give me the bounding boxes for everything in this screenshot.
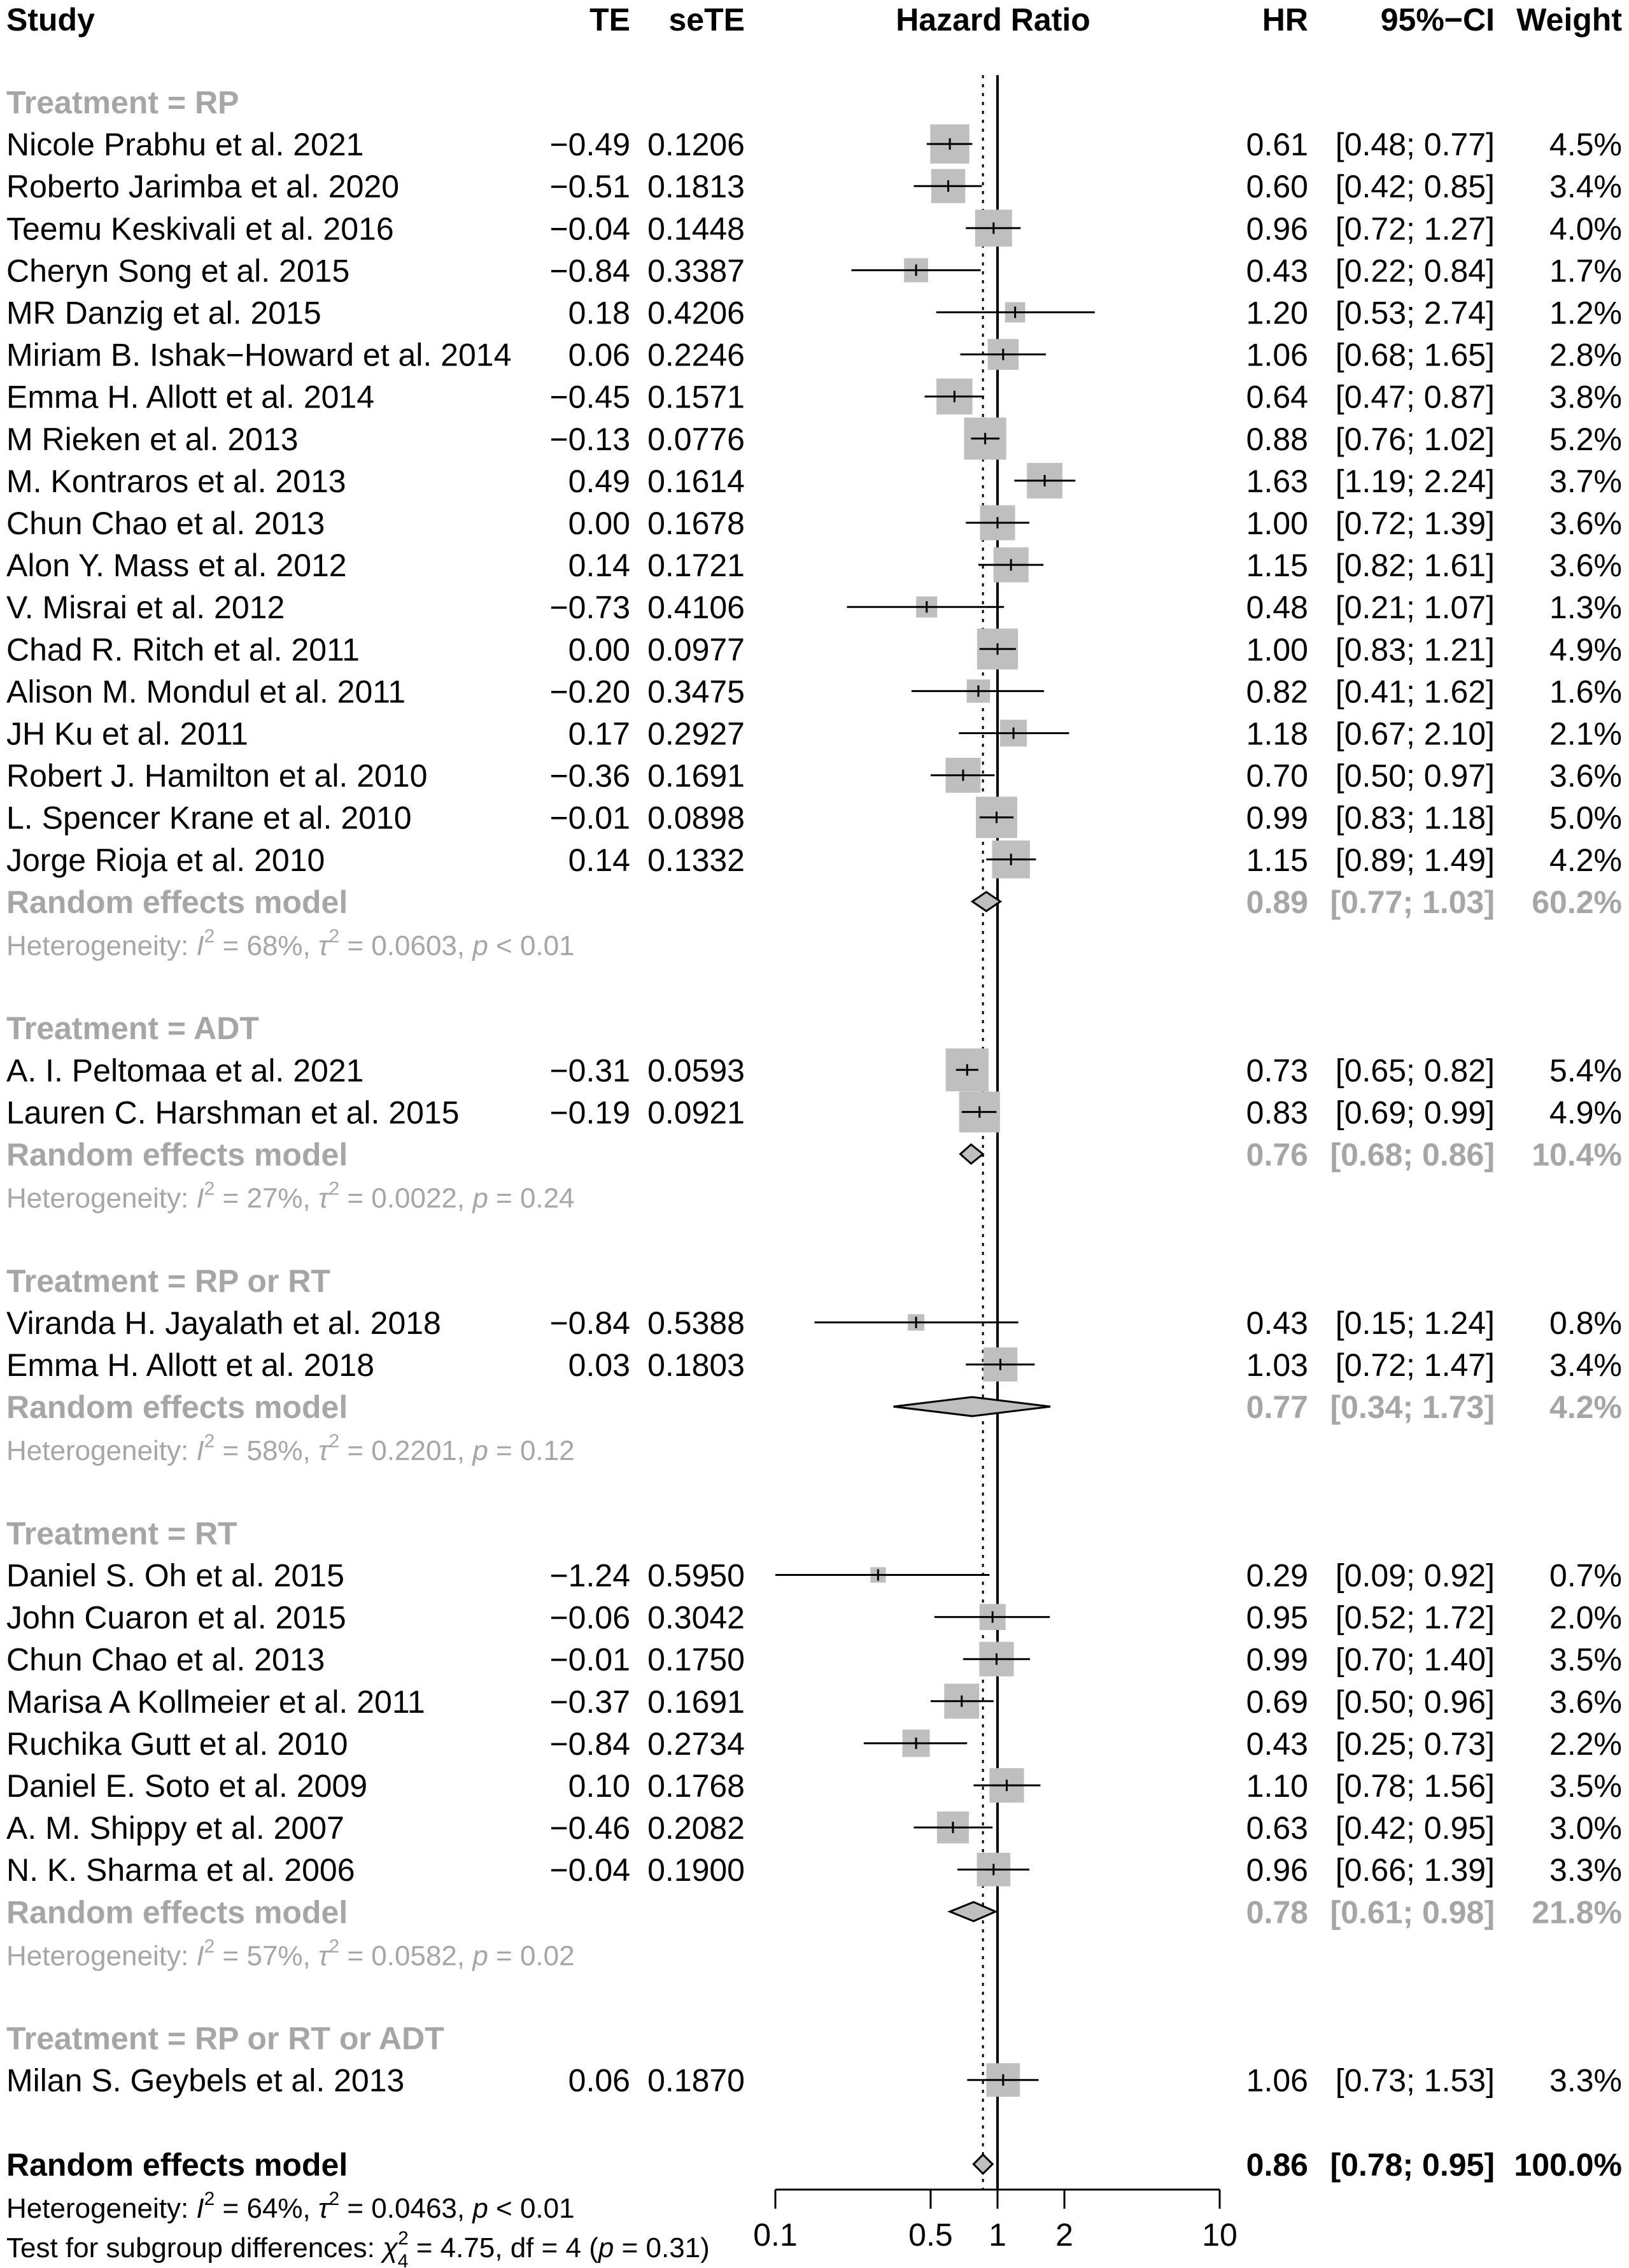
- hr-value: 0.88: [1246, 421, 1308, 457]
- study-label: M Rieken et al. 2013: [6, 421, 299, 457]
- header-hr: HR: [1262, 2, 1308, 38]
- weight-value: 4.9%: [1549, 1095, 1622, 1131]
- hr-value: 1.18: [1246, 716, 1308, 752]
- study-label: V. Misrai et al. 2012: [6, 590, 285, 626]
- weight-value: 3.7%: [1549, 463, 1622, 499]
- te-value: −0.20: [549, 674, 630, 710]
- subgroup-heterogeneity-part: = 0.0603,: [339, 930, 473, 961]
- te-value: 0.00: [568, 506, 630, 541]
- overall-weight-value: 100.0%: [1514, 2146, 1622, 2183]
- header-study: Study: [6, 2, 95, 38]
- study-label: Roberto Jarimba et al. 2020: [6, 169, 400, 205]
- subgroup-ci-value: [0.61; 0.98]: [1330, 1894, 1495, 1931]
- te-value: −0.04: [549, 1852, 630, 1889]
- study-label: Chun Chao et al. 2013: [6, 1641, 325, 1678]
- weight-value: 2.8%: [1549, 337, 1622, 373]
- hr-value: 1.00: [1246, 632, 1308, 668]
- ci-value: [0.25; 0.73]: [1335, 1726, 1495, 1762]
- header-weight: Weight: [1516, 2, 1622, 38]
- subgroup-header: Treatment = RP or RT or ADT: [6, 2020, 444, 2057]
- te-value: 0.06: [568, 2062, 630, 2099]
- sete-value: 0.4106: [647, 590, 745, 626]
- overall-summary-diamond: [973, 2155, 992, 2174]
- overall-heterogeneity-part: 2: [328, 2188, 340, 2209]
- weight-value: 1.6%: [1549, 674, 1622, 710]
- subgroup-heterogeneity-part: = 0.2201,: [339, 1435, 473, 1467]
- study-label: John Cuaron et al. 2015: [6, 1599, 346, 1636]
- hr-value: 0.70: [1246, 758, 1308, 794]
- x-axis-tick-label: 2: [1055, 2216, 1073, 2253]
- weight-value: 3.6%: [1549, 506, 1622, 541]
- subgroup-heterogeneity: [6, 1179, 575, 1214]
- te-value: −0.19: [549, 1095, 630, 1131]
- weight-value: 5.4%: [1549, 1052, 1622, 1089]
- weight-value: 3.5%: [1549, 1768, 1622, 1804]
- hr-value: 1.20: [1246, 295, 1308, 331]
- subgroup-weight-value: 4.2%: [1549, 1389, 1622, 1426]
- sete-value: 0.1332: [647, 842, 745, 878]
- sete-value: 0.3475: [647, 674, 745, 710]
- subgroup-heterogeneity-part: = 27%,: [215, 1182, 318, 1214]
- subgroup-hr-value: 0.77: [1246, 1389, 1308, 1426]
- study-label: N. K. Sharma et al. 2006: [6, 1852, 355, 1889]
- sete-value: 0.1900: [647, 1852, 745, 1889]
- subgroup-heterogeneity-part: Heterogeneity:: [6, 930, 197, 961]
- subgroup-heterogeneity-part: = 58%,: [215, 1435, 318, 1467]
- subgroup-summary-diamond: [893, 1397, 1050, 1416]
- study-label: Robert J. Hamilton et al. 2010: [6, 758, 428, 794]
- subgroup-difference-test: [6, 2228, 710, 2268]
- subgroup-heterogeneity-part: Heterogeneity:: [6, 1435, 197, 1467]
- subgroup-heterogeneity-part: 2: [328, 1936, 340, 1957]
- subgroup-hr-value: 0.89: [1246, 884, 1308, 920]
- weight-value: 1.3%: [1549, 590, 1622, 626]
- weight-value: 3.4%: [1549, 169, 1622, 205]
- subgroup-difference-test-part: = 4.75, df = 4 (: [408, 2232, 598, 2264]
- sete-value: 0.0776: [647, 421, 745, 457]
- sete-value: 0.0921: [647, 1095, 745, 1131]
- x-axis: [753, 2190, 1238, 2253]
- hr-value: 0.43: [1246, 1726, 1308, 1762]
- sete-value: 0.0593: [647, 1052, 745, 1089]
- te-value: −0.84: [549, 1305, 630, 1341]
- subgroup-heterogeneity-part: 2: [328, 926, 340, 947]
- study-rows: [6, 85, 1622, 2268]
- study-label: Jorge Rioja et al. 2010: [6, 842, 325, 878]
- hr-value: 1.00: [1246, 506, 1308, 541]
- ci-value: [0.76; 1.02]: [1335, 421, 1495, 457]
- study-label: Viranda H. Jayalath et al. 2018: [6, 1305, 441, 1341]
- weight-value: 2.2%: [1549, 1726, 1622, 1762]
- sete-value: 0.1768: [647, 1768, 745, 1804]
- ci-value: [0.47; 0.87]: [1335, 379, 1495, 415]
- sete-value: 0.1571: [647, 379, 745, 415]
- ci-value: [0.52; 1.72]: [1335, 1599, 1495, 1636]
- te-value: −0.13: [549, 421, 630, 457]
- subgroup-heterogeneity-part: = 68%,: [215, 930, 318, 961]
- subgroup-difference-test-part: χ: [383, 2232, 398, 2264]
- study-label: Marisa A Kollmeier et al. 2011: [6, 1683, 425, 1720]
- study-label: Chad R. Ritch et al. 2011: [6, 632, 360, 668]
- weight-value: 1.2%: [1549, 295, 1622, 331]
- hr-value: 0.48: [1246, 590, 1308, 626]
- sete-value: 0.1750: [647, 1641, 745, 1678]
- subgroup-heterogeneity-part: 2: [204, 926, 215, 947]
- te-value: 0.18: [568, 295, 630, 331]
- study-label: Teemu Keskivali et al. 2016: [6, 211, 394, 247]
- hr-value: 1.63: [1246, 463, 1308, 499]
- sete-value: 0.3042: [647, 1599, 745, 1636]
- subgroup-heterogeneity: [6, 1431, 575, 1466]
- ci-value: [0.15; 1.24]: [1335, 1305, 1495, 1341]
- weight-value: 1.7%: [1549, 253, 1622, 289]
- subgroup-heterogeneity-part: Heterogeneity:: [6, 1940, 197, 1972]
- subgroup-model-label: Random effects model: [6, 884, 348, 920]
- weight-value: 0.7%: [1549, 1557, 1622, 1594]
- sete-value: 0.2082: [647, 1810, 745, 1846]
- overall-heterogeneity-part: 2: [204, 2188, 215, 2209]
- weight-value: 3.3%: [1549, 1852, 1622, 1889]
- sete-value: 0.1678: [647, 506, 745, 541]
- study-label: M. Kontraros et al. 2013: [6, 463, 346, 499]
- header-ci: 95%−CI: [1380, 2, 1495, 38]
- te-value: 0.06: [568, 337, 630, 373]
- header-hazard-ratio: Hazard Ratio: [896, 2, 1090, 38]
- subgroup-heterogeneity-part: τ: [318, 1182, 329, 1214]
- overall-model-label: Random effects model: [6, 2146, 348, 2183]
- sete-value: 0.1206: [647, 127, 745, 163]
- overall-heterogeneity-part: < 0.01: [488, 2193, 575, 2224]
- weight-value: 4.5%: [1549, 127, 1622, 163]
- ci-value: [0.09; 0.92]: [1335, 1557, 1495, 1594]
- hr-value: 0.99: [1246, 800, 1308, 836]
- subgroup-heterogeneity-part: τ: [318, 1435, 329, 1467]
- subgroup-weight-value: 21.8%: [1532, 1894, 1622, 1931]
- te-value: −0.31: [549, 1052, 630, 1089]
- sete-value: 0.5950: [647, 1557, 745, 1594]
- ci-value: [0.68; 1.65]: [1335, 337, 1495, 373]
- te-value: −0.49: [549, 127, 630, 163]
- sete-value: 0.1803: [647, 1347, 745, 1383]
- ci-value: [0.83; 1.18]: [1335, 800, 1495, 836]
- te-value: 0.14: [568, 842, 630, 878]
- overall-heterogeneity-part: p: [472, 2193, 488, 2224]
- ci-value: [0.50; 0.97]: [1335, 758, 1495, 794]
- study-label: Nicole Prabhu et al. 2021: [6, 127, 364, 163]
- te-value: 0.17: [568, 716, 630, 752]
- te-value: −0.84: [549, 253, 630, 289]
- subgroup-heterogeneity-part: < 0.01: [488, 930, 575, 961]
- subgroup-heterogeneity-part: = 0.12: [488, 1435, 575, 1467]
- study-label: JH Ku et al. 2011: [6, 716, 248, 752]
- ci-value: [0.70; 1.40]: [1335, 1641, 1495, 1678]
- x-axis-tick-label: 10: [1202, 2216, 1238, 2253]
- subgroup-hr-value: 0.76: [1246, 1137, 1308, 1173]
- ci-value: [0.65; 0.82]: [1335, 1052, 1495, 1089]
- subgroup-difference-test-part: 4: [397, 2251, 409, 2268]
- sete-value: 0.1721: [647, 548, 745, 584]
- weight-value: 3.5%: [1549, 1641, 1622, 1678]
- ci-value: [0.50; 0.96]: [1335, 1683, 1495, 1720]
- ci-value: [0.22; 0.84]: [1335, 253, 1495, 289]
- weight-value: 3.3%: [1549, 2062, 1622, 2099]
- subgroup-heterogeneity-part: = 0.0582,: [339, 1940, 473, 1972]
- ci-value: [0.42; 0.85]: [1335, 169, 1495, 205]
- sete-value: 0.1691: [647, 758, 745, 794]
- te-value: −0.73: [549, 590, 630, 626]
- subgroup-heterogeneity-part: 2: [204, 1431, 215, 1452]
- sete-value: 0.1614: [647, 463, 745, 499]
- x-axis-tick-label: 0.5: [908, 2216, 953, 2253]
- hr-value: 0.99: [1246, 1641, 1308, 1678]
- weight-value: 3.6%: [1549, 548, 1622, 584]
- ci-value: [0.83; 1.21]: [1335, 632, 1495, 668]
- subgroup-heterogeneity-part: 2: [204, 1178, 215, 1200]
- sete-value: 0.2927: [647, 716, 745, 752]
- subgroup-heterogeneity-part: τ: [318, 930, 329, 961]
- study-label: Alison M. Mondul et al. 2011: [6, 674, 406, 710]
- x-axis-tick-label: 0.1: [753, 2216, 798, 2253]
- study-label: Ruchika Gutt et al. 2010: [6, 1726, 348, 1762]
- ci-value: [0.72; 1.39]: [1335, 506, 1495, 541]
- sete-value: 0.5388: [647, 1305, 745, 1341]
- te-value: −0.01: [549, 1641, 630, 1678]
- te-value: 0.10: [568, 1768, 630, 1804]
- ci-value: [0.48; 0.77]: [1335, 127, 1495, 163]
- overall-heterogeneity-part: = 0.0463,: [339, 2193, 473, 2224]
- te-value: −0.01: [549, 800, 630, 836]
- overall-heterogeneity-part: = 64%,: [215, 2193, 318, 2224]
- sete-value: 0.3387: [647, 253, 745, 289]
- study-label: Emma H. Allott et al. 2014: [6, 379, 375, 415]
- study-label: Daniel S. Oh et al. 2015: [6, 1557, 344, 1594]
- ci-value: [0.41; 1.62]: [1335, 674, 1495, 710]
- subgroup-heterogeneity: [6, 926, 575, 961]
- te-value: −0.04: [549, 211, 630, 247]
- subgroup-summary-diamond: [961, 1145, 984, 1164]
- te-value: −0.51: [549, 169, 630, 205]
- subgroup-heterogeneity-part: = 0.02: [488, 1940, 575, 1972]
- study-label: Milan S. Geybels et al. 2013: [6, 2062, 405, 2099]
- weight-value: 4.2%: [1549, 842, 1622, 878]
- weight-value: 0.8%: [1549, 1305, 1622, 1341]
- study-label: L. Spencer Krane et al. 2010: [6, 800, 412, 836]
- subgroup-weight-value: 60.2%: [1532, 884, 1622, 920]
- te-value: 0.00: [568, 632, 630, 668]
- sete-value: 0.1691: [647, 1683, 745, 1720]
- header-te: TE: [589, 2, 630, 38]
- ci-value: [0.89; 1.49]: [1335, 842, 1495, 878]
- hr-value: 0.96: [1246, 1852, 1308, 1889]
- study-label: Alon Y. Mass et al. 2012: [6, 548, 347, 584]
- hr-value: 1.03: [1246, 1347, 1308, 1383]
- sete-value: 0.1448: [647, 211, 745, 247]
- subgroup-weight-value: 10.4%: [1532, 1137, 1622, 1173]
- overall-heterogeneity-part: I: [196, 2193, 204, 2224]
- hr-value: 0.64: [1246, 379, 1308, 415]
- hr-value: 0.82: [1246, 674, 1308, 710]
- subgroup-heterogeneity-part: 2: [328, 1431, 340, 1452]
- study-label: Cheryn Song et al. 2015: [6, 253, 350, 289]
- ci-value: [0.66; 1.39]: [1335, 1852, 1495, 1889]
- subgroup-heterogeneity-part: I: [196, 1182, 204, 1214]
- hr-value: 1.10: [1246, 1768, 1308, 1804]
- hr-value: 0.63: [1246, 1810, 1308, 1846]
- hr-value: 1.15: [1246, 842, 1308, 878]
- hr-value: 0.73: [1246, 1052, 1308, 1089]
- subgroup-difference-test-part: = 0.31): [614, 2232, 710, 2264]
- overall-ci-value: [0.78; 0.95]: [1330, 2146, 1495, 2183]
- subgroup-heterogeneity-part: = 0.0022,: [339, 1182, 473, 1214]
- te-value: −1.24: [549, 1557, 630, 1594]
- hr-value: 0.96: [1246, 211, 1308, 247]
- sete-value: 0.2734: [647, 1726, 745, 1762]
- subgroup-header: Treatment = RP or RT: [6, 1263, 330, 1299]
- subgroup-ci-value: [0.34; 1.73]: [1330, 1389, 1495, 1426]
- subgroup-difference-test-part: p: [598, 2232, 614, 2264]
- hr-value: 1.15: [1246, 548, 1308, 584]
- sete-value: 0.0898: [647, 800, 745, 836]
- ci-value: [1.19; 2.24]: [1335, 463, 1495, 499]
- te-value: −0.06: [549, 1599, 630, 1636]
- ci-value: [0.73; 1.53]: [1335, 2062, 1495, 2099]
- subgroup-header: Treatment = RT: [6, 1515, 237, 1552]
- study-label: Miriam B. Ishak−Howard et al. 2014: [6, 337, 512, 373]
- overall-heterogeneity-part: Heterogeneity:: [6, 2193, 197, 2224]
- ci-value: [0.82; 1.61]: [1335, 548, 1495, 584]
- subgroup-heterogeneity-part: Heterogeneity:: [6, 1182, 197, 1214]
- weight-value: 5.0%: [1549, 800, 1622, 836]
- sete-value: 0.0977: [647, 632, 745, 668]
- te-value: 0.03: [568, 1347, 630, 1383]
- weight-value: 3.6%: [1549, 1683, 1622, 1720]
- ci-value: [0.78; 1.56]: [1335, 1768, 1495, 1804]
- study-label: A. M. Shippy et al. 2007: [6, 1810, 344, 1846]
- overall-heterogeneity: [6, 2188, 575, 2224]
- column-headers: [6, 2, 1622, 38]
- hr-value: 0.69: [1246, 1683, 1308, 1720]
- study-label: Emma H. Allott et al. 2018: [6, 1347, 375, 1383]
- ci-value: [0.72; 1.27]: [1335, 211, 1495, 247]
- subgroup-heterogeneity-part: p: [472, 1940, 488, 1972]
- subgroup-heterogeneity-part: = 0.24: [488, 1182, 575, 1214]
- hr-value: 0.43: [1246, 1305, 1308, 1341]
- study-label: Daniel E. Soto et al. 2009: [6, 1768, 368, 1804]
- subgroup-header: Treatment = RP: [6, 85, 239, 120]
- hr-value: 0.61: [1246, 127, 1308, 163]
- subgroup-summary-diamond: [950, 1902, 996, 1921]
- study-label: A. I. Peltomaa et al. 2021: [6, 1052, 364, 1089]
- te-value: −0.46: [549, 1810, 630, 1846]
- subgroup-heterogeneity-part: I: [196, 1940, 204, 1972]
- weight-value: 4.0%: [1549, 211, 1622, 247]
- subgroup-ci-value: [0.77; 1.03]: [1330, 884, 1495, 920]
- te-value: −0.37: [549, 1683, 630, 1720]
- overall-heterogeneity-part: τ: [318, 2193, 329, 2224]
- weight-value: 4.9%: [1549, 632, 1622, 668]
- overall-hr-value: 0.86: [1246, 2146, 1308, 2183]
- hr-value: 0.95: [1246, 1599, 1308, 1636]
- sete-value: 0.4206: [647, 295, 745, 331]
- study-label: Lauren C. Harshman et al. 2015: [6, 1095, 460, 1131]
- ci-value: [0.72; 1.47]: [1335, 1347, 1495, 1383]
- hr-value: 1.06: [1246, 2062, 1308, 2099]
- sete-value: 0.1870: [647, 2062, 745, 2099]
- weight-value: 3.0%: [1549, 1810, 1622, 1846]
- ci-value: [0.21; 1.07]: [1335, 590, 1495, 626]
- subgroup-model-label: Random effects model: [6, 1894, 348, 1931]
- hr-value: 1.06: [1246, 337, 1308, 373]
- ci-value: [0.69; 0.99]: [1335, 1095, 1495, 1131]
- sete-value: 0.1813: [647, 169, 745, 205]
- te-value: −0.84: [549, 1726, 630, 1762]
- subgroup-model-label: Random effects model: [6, 1137, 348, 1173]
- study-label: MR Danzig et al. 2015: [6, 295, 321, 331]
- subgroup-heterogeneity: [6, 1936, 575, 1971]
- subgroup-model-label: Random effects model: [6, 1389, 348, 1426]
- weight-value: 5.2%: [1549, 421, 1622, 457]
- te-value: −0.36: [549, 758, 630, 794]
- subgroup-hr-value: 0.78: [1246, 1894, 1308, 1931]
- study-label: Chun Chao et al. 2013: [6, 506, 325, 541]
- subgroup-difference-test-part: 2: [398, 2228, 409, 2250]
- weight-value: 3.4%: [1549, 1347, 1622, 1383]
- weight-value: 2.1%: [1549, 716, 1622, 752]
- subgroup-heterogeneity-part: 2: [328, 1178, 340, 1200]
- subgroup-heterogeneity-part: p: [472, 1182, 488, 1214]
- te-value: −0.45: [549, 379, 630, 415]
- subgroup-heterogeneity-part: p: [472, 1435, 488, 1467]
- subgroup-heterogeneity-part: I: [196, 930, 204, 961]
- weight-value: 3.8%: [1549, 379, 1622, 415]
- hr-value: 0.29: [1246, 1557, 1308, 1594]
- sete-value: 0.2246: [647, 337, 745, 373]
- subgroup-heterogeneity-part: 2: [204, 1936, 215, 1957]
- subgroup-summary-diamond: [972, 892, 1000, 911]
- subgroup-heterogeneity-part: = 57%,: [215, 1940, 318, 1972]
- ci-value: [0.53; 2.74]: [1335, 295, 1495, 331]
- te-value: 0.14: [568, 548, 630, 584]
- ci-value: [0.67; 2.10]: [1335, 716, 1495, 752]
- weight-value: 3.6%: [1549, 758, 1622, 794]
- subgroup-heterogeneity-part: p: [472, 930, 488, 961]
- x-axis-tick-label: 1: [989, 2216, 1006, 2253]
- ci-value: [0.42; 0.95]: [1335, 1810, 1495, 1846]
- subgroup-ci-value: [0.68; 0.86]: [1330, 1137, 1495, 1173]
- subgroup-difference-test-part: Test for subgroup differences:: [6, 2232, 383, 2264]
- header-sete: seTE: [668, 2, 745, 38]
- subgroup-header: Treatment = ADT: [6, 1010, 259, 1047]
- subgroup-heterogeneity-part: τ: [318, 1940, 329, 1972]
- hr-value: 0.43: [1246, 253, 1308, 289]
- te-value: 0.49: [568, 463, 630, 499]
- weight-value: 2.0%: [1549, 1599, 1622, 1636]
- hr-value: 0.60: [1246, 169, 1308, 205]
- hr-value: 0.83: [1246, 1095, 1308, 1131]
- subgroup-heterogeneity-part: I: [196, 1435, 204, 1467]
